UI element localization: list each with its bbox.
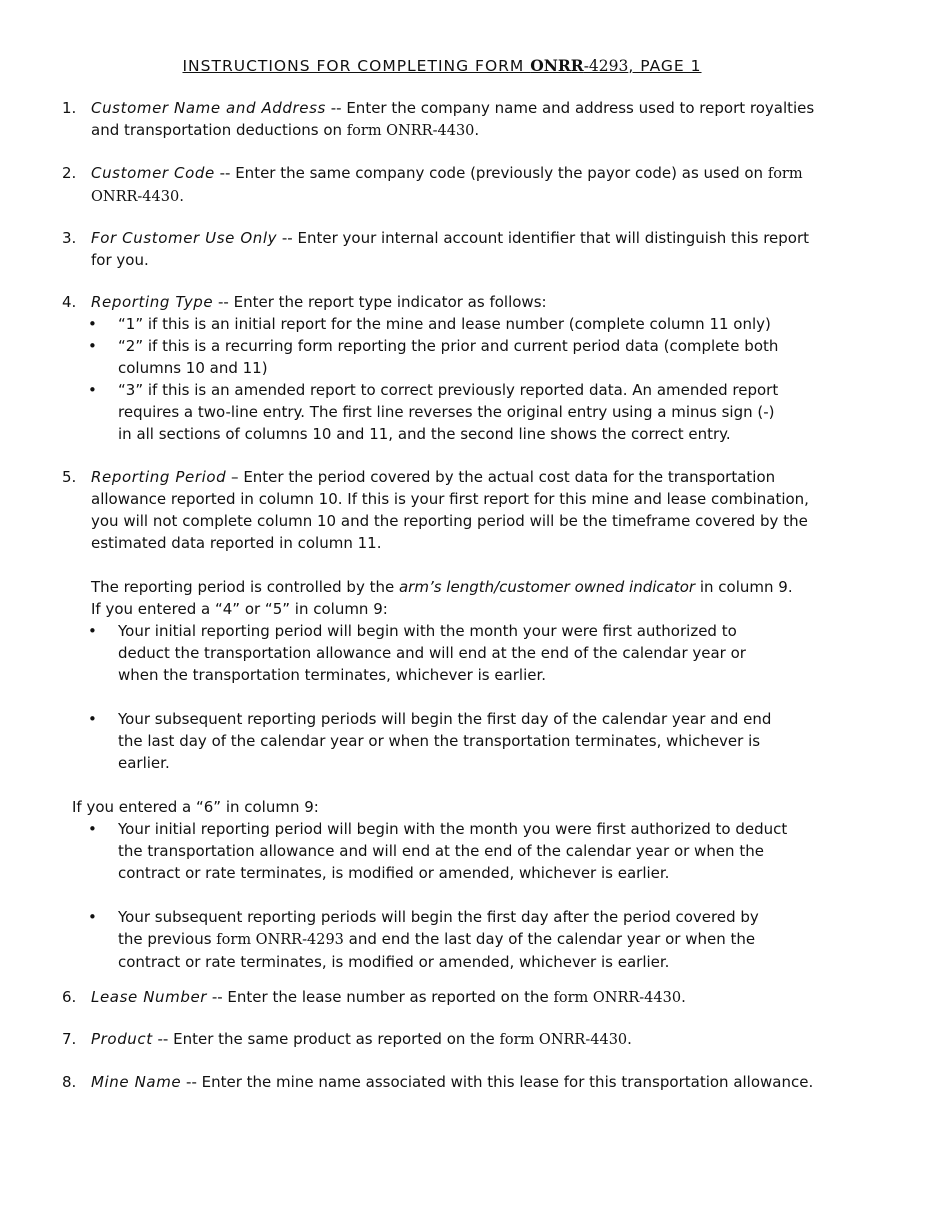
page-title: [0, 55, 884, 77]
title-suffix: , PAGE 1: [628, 57, 702, 75]
list-item: [62, 379, 788, 445]
item-number: 6.: [62, 988, 77, 1006]
list-item: [62, 818, 788, 884]
item-body-end: .: [474, 121, 480, 139]
item-body: -- Enter the report type indicator as follows:: [213, 293, 547, 311]
bullet-icon: •: [88, 315, 97, 333]
form-reference: form ONRR-4293: [216, 932, 344, 948]
item-text: [91, 162, 816, 208]
item-term: Mine Name: [91, 1073, 182, 1091]
item-term: Reporting Period: [91, 468, 227, 486]
form-reference: form ONRR-4430: [553, 990, 682, 1006]
title-form-number: -4293: [583, 57, 629, 75]
instruction-item-5: [62, 466, 822, 973]
instruction-item-2: [62, 162, 822, 208]
item-number: 8.: [62, 1073, 77, 1091]
list-item-text-end: and end the last day of the calendar year or when the contract or rate terminates, is modified or amended, whichever is earlier.: [118, 930, 756, 971]
item-body-end: .: [179, 187, 184, 205]
item-text: [91, 1028, 816, 1051]
item-text: [91, 986, 816, 1009]
item-term: Product: [91, 1030, 153, 1048]
condition-45-lead: If you entered a “4” or “5” in column 9:: [91, 600, 388, 618]
item-term: For Customer Use Only: [91, 229, 278, 247]
item-number: 1.: [62, 99, 77, 117]
item-term: Customer Name and Address: [91, 99, 326, 117]
reporting-period-paragraph: [91, 576, 816, 598]
item-number: 7.: [62, 1030, 77, 1048]
item-body: -- Enter the lease number as reported on the: [207, 988, 554, 1006]
form-reference: form ONRR-4430: [499, 1032, 628, 1048]
form-reference: form ONRR-4430: [91, 166, 803, 205]
condition-6-list: [62, 818, 822, 973]
item-number: 5.: [62, 468, 77, 486]
list-item: [62, 335, 788, 379]
paragraph-text: The reporting period is controlled by the: [91, 578, 399, 596]
item-body-end: .: [681, 988, 686, 1006]
indicator-name: arm’s length/customer owned indicator: [398, 578, 696, 596]
instruction-item-4: [62, 291, 822, 445]
list-item: [62, 708, 788, 774]
item-term: Reporting Type: [91, 293, 214, 311]
paragraph-text-end: in column 9.: [695, 578, 793, 596]
list-item: [62, 313, 788, 335]
item-text: [91, 1071, 816, 1093]
item-text: [91, 227, 816, 271]
list-item-text: Your initial reporting period will begin with the month your were first authorized to deduct the transportation allowance and will end at the end of the calendar year or when the transportation terminates, whichever is earlier.: [118, 622, 746, 684]
item-body: -- Enter the same company code (previously the payor code) as used on: [214, 164, 768, 182]
list-item-text: “1” if this is an initial report for the mine and lease number (complete column 11 only): [118, 315, 771, 333]
list-item-text: “2” if this is a recurring form reporting the prior and current period data (complete both columns 10 and 11): [118, 337, 779, 377]
title-form-code: ONRR: [530, 56, 584, 75]
bullet-icon: •: [88, 908, 97, 926]
list-item-text: Your subsequent reporting periods will begin the first day after the period covered by the previous: [118, 908, 759, 948]
item-text: [91, 97, 816, 142]
form-reference: form ONRR-4430: [346, 123, 475, 139]
list-item: [62, 906, 788, 973]
bullet-icon: •: [88, 710, 97, 728]
item-number: 2.: [62, 164, 77, 182]
item-text: [91, 291, 816, 313]
title-prefix: INSTRUCTIONS FOR COMPLETING FORM: [182, 57, 531, 75]
list-item: [62, 620, 788, 686]
item-number: 3.: [62, 229, 77, 247]
item-term: Lease Number: [91, 988, 208, 1006]
bullet-icon: •: [88, 820, 97, 838]
list-item-text: Your initial reporting period will begin with the month you were first authorized to deduct the transportation allowance and will end at the end of the calendar year or when the contract or rate terminates, is modified or amended, whichever is earlier.: [118, 820, 788, 882]
instruction-item-6: [62, 986, 822, 1009]
item-body: -- Enter the same product as reported on the: [152, 1030, 500, 1048]
instruction-item-8: [62, 1071, 822, 1093]
item-text: [91, 466, 816, 554]
instruction-item-7: [62, 1028, 822, 1051]
item-body: -- Enter the company name and address used to report royalties and transportation deductions on: [91, 99, 815, 139]
list-item-text: Your subsequent reporting periods will begin the first day of the calendar year and end the last day of the calendar year or when the transportation terminates, whichever is earlier.: [118, 710, 772, 772]
item-body-end: .: [627, 1030, 632, 1048]
reporting-type-list: [62, 313, 822, 445]
instruction-item-1: [62, 97, 822, 142]
bullet-icon: •: [88, 622, 97, 640]
list-item-text: “3” if this is an amended report to correct previously reported data. An amended report requires a two-line entry. The first line reverses the original entry using a minus sign (-) in all sections of columns 10 and 11, and the second line shows the correct entry.: [118, 381, 779, 443]
item-body: – Enter the period covered by the actual cost data for the transportation allowance reported in column 10. If this is your first report for this mine and lease combination, you will not complete column 10 and the reporting period will be the timeframe covered by the estimated data reported in column 11.: [91, 468, 809, 552]
instruction-item-3: [62, 227, 822, 271]
item-number: 4.: [62, 293, 77, 311]
bullet-icon: •: [88, 337, 97, 355]
item-body: -- Enter the mine name associated with this lease for this transportation allowance.: [181, 1073, 814, 1091]
item-term: Customer Code: [91, 164, 215, 182]
item-body: -- Enter your internal account identifier that will distinguish this report for you.: [91, 229, 810, 269]
condition-6-lead: If you entered a “6” in column 9:: [72, 798, 319, 816]
bullet-icon: •: [88, 381, 97, 399]
condition-45-list: [62, 620, 822, 774]
